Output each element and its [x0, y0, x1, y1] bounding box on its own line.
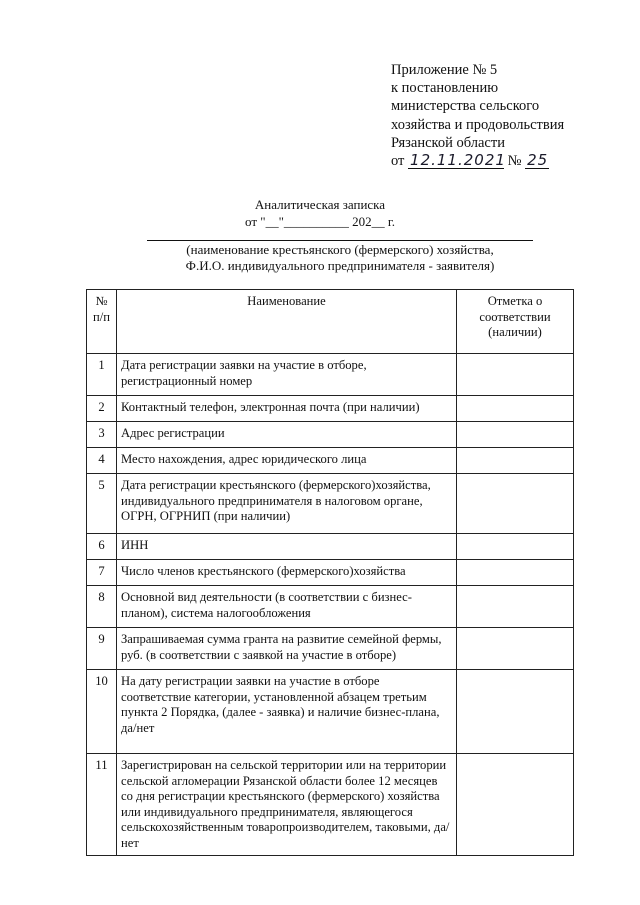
row-number: 4	[87, 448, 117, 474]
row-name: Адрес регистрации	[117, 422, 457, 448]
appendix-line-2: к постановлению	[391, 80, 499, 97]
row-number: 6	[87, 534, 117, 560]
row-name: Место нахождения, адрес юридического лица	[117, 448, 457, 474]
table-row	[87, 628, 574, 670]
row-name: Число членов крестьянского (фермерского)хозяйства	[117, 560, 457, 586]
handwritten-date: 12.11.2021	[410, 151, 506, 170]
applicant-name-line	[147, 240, 533, 241]
table-row	[87, 474, 574, 534]
row-mark-cell[interactable]	[457, 560, 574, 586]
row-number: 3	[87, 422, 117, 448]
row-name: ИНН	[117, 534, 457, 560]
row-number: 5	[87, 474, 117, 534]
row-number: 8	[87, 586, 117, 628]
checklist-table	[86, 289, 574, 856]
table-row	[87, 560, 574, 586]
row-mark-cell[interactable]	[457, 534, 574, 560]
row-name: Контактный телефон, электронная почта (при наличии)	[117, 396, 457, 422]
table-row	[87, 448, 574, 474]
row-name: Запрашиваемая сумма гранта на развитие семейной фермы, руб. (в соответствии с заявкой на участие в отборе)	[117, 628, 457, 670]
table-header-row	[87, 290, 574, 354]
row-number: 2	[87, 396, 117, 422]
table-row	[87, 754, 574, 856]
appendix-line-3: министерства сельского	[391, 98, 540, 115]
caption-line-1: (наименование крестьянского (фермерского) хозяйства,	[186, 242, 494, 257]
header-name: Наименование	[117, 290, 457, 354]
row-mark-cell[interactable]	[457, 628, 574, 670]
table-row	[87, 670, 574, 754]
row-number: 11	[87, 754, 117, 856]
date-prefix: от	[391, 153, 405, 170]
handwritten-number: 25	[527, 151, 549, 170]
row-mark-cell[interactable]	[457, 670, 574, 754]
appendix-line-5: Рязанской области	[391, 134, 505, 151]
table-row	[87, 354, 574, 396]
row-number: 10	[87, 670, 117, 754]
appendix-line-4: хозяйства и продовольствия	[391, 116, 565, 133]
appendix-block	[391, 61, 631, 170]
row-mark-cell[interactable]	[457, 448, 574, 474]
row-mark-cell[interactable]	[457, 422, 574, 448]
row-name: Дата регистрации заявки на участие в отборе, регистрационный номер	[117, 354, 457, 396]
row-mark-cell[interactable]	[457, 586, 574, 628]
number-prefix: №	[507, 153, 522, 170]
row-mark-cell[interactable]	[457, 354, 574, 396]
row-number: 1	[87, 354, 117, 396]
row-number: 7	[87, 560, 117, 586]
header-mark: Отметка о соответствии (наличии)	[457, 290, 574, 354]
row-name: Зарегистрирован на сельской территории или на территории сельской агломерации Рязанской области более 12 месяцев со дня регистрации крестьянского (фермерского) хозяйства или индивидуального предпринимателя, являющегося сельскохозяйственным товаропроизводителем, таковыми, да/нет	[117, 754, 457, 856]
appendix-title: Приложение № 5	[391, 62, 498, 78]
applicant-caption	[140, 242, 540, 274]
row-mark-cell[interactable]	[457, 396, 574, 422]
row-name: Основной вид деятельности (в соответствии с бизнес-планом), система налогообложения	[117, 586, 457, 628]
caption-line-2: Ф.И.О. индивидуального предпринимателя - заявителя)	[185, 258, 495, 273]
table-row	[87, 586, 574, 628]
row-mark-cell[interactable]	[457, 754, 574, 856]
header-number: № п/п	[87, 290, 117, 354]
row-name: На дату регистрации заявки на участие в отборе соответствие категории, установленной абзацем третьим пункта 2 Порядка, (далее - заявка) и наличие бизнес-плана, да/нет	[117, 670, 457, 754]
row-mark-cell[interactable]	[457, 474, 574, 534]
document-title: Аналитическая записка	[254, 197, 386, 212]
table-row	[87, 396, 574, 422]
document-date-line: от "__"__________ 202__ г.	[245, 214, 395, 229]
row-name: Дата регистрации крестьянского (фермерского)хозяйства, индивидуального предпринимателя в налоговом органе, ОГРН, ОГРНИП (при наличии)	[117, 474, 457, 534]
table-row	[87, 534, 574, 560]
table-row	[87, 422, 574, 448]
appendix-date-line	[391, 152, 631, 170]
row-number: 9	[87, 628, 117, 670]
